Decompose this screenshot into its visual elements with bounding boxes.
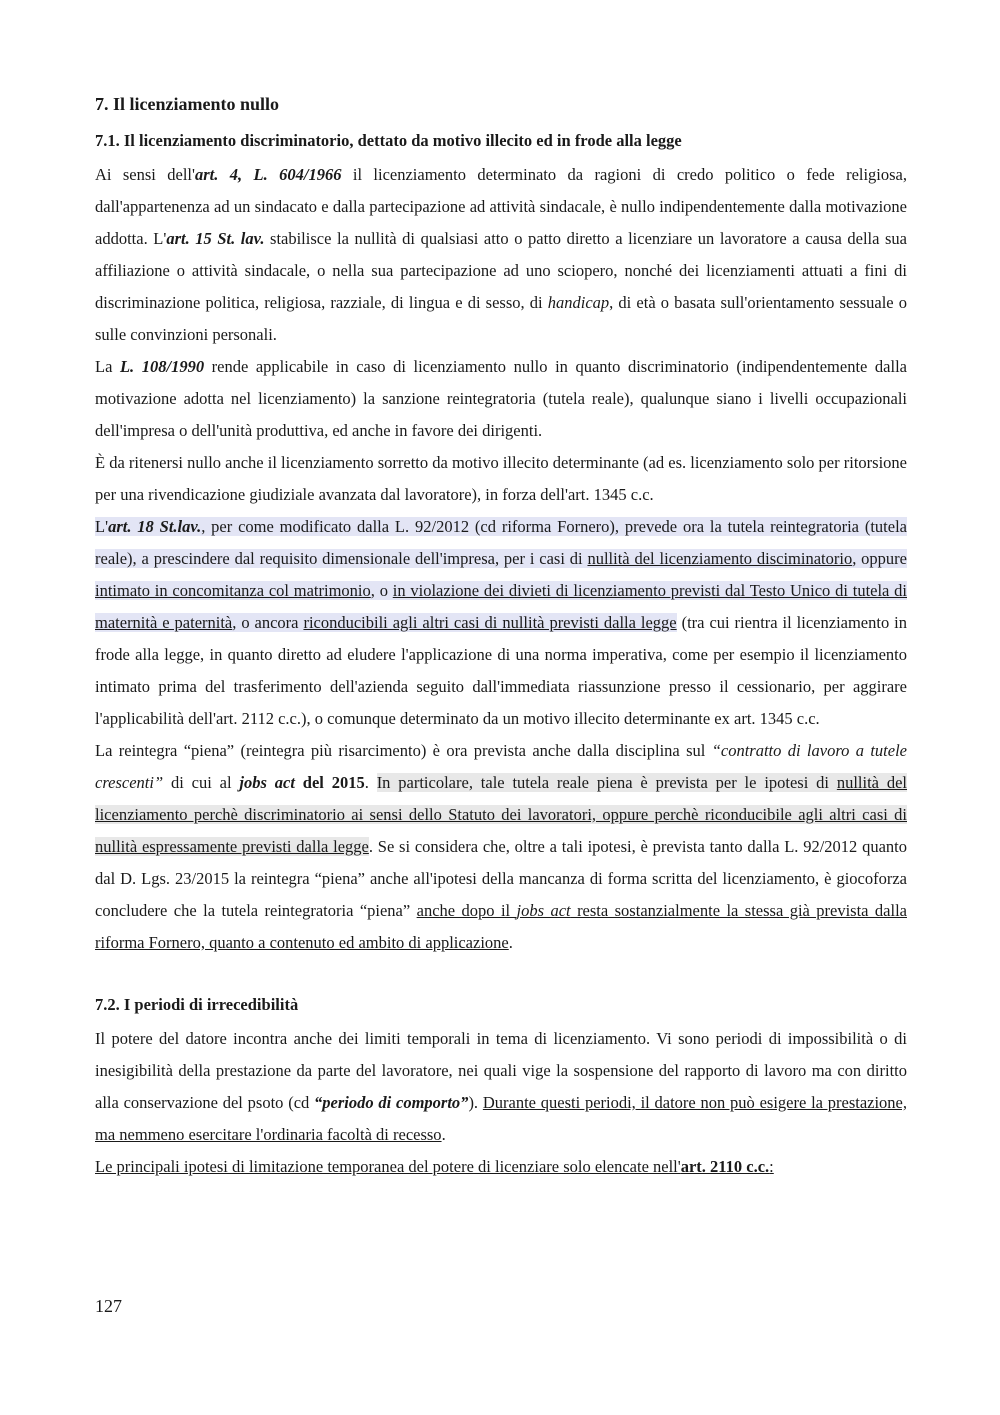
subsection-heading: 7.1. Il licenziamento discriminatorio, dettato da motivo illecito ed in frode alla legge — [95, 131, 682, 150]
underlined-text: Durante questi periodi, il datore non può esigere la prestazione, ma nemmeno esercitare l'ordinaria facoltà di recesso — [95, 1093, 908, 1144]
paragraph: Il potere del datore incontra anche dei limiti temporali in tema di licenziamento. Vi sono periodi di impossibilità o di inesigibilità della prestazione da parte del lavoratore, nei quali vige la sospensione del rapporto di lavoro ma con diritto alla conservazione del psoto (cd “periodo di comporto”). Durante questi periodi, il datore non può esigere la prestazione, ma nemmeno esercitare l'ordinaria facoltà di recesso. — [95, 1029, 908, 1144]
underlined-text: in violazione dei divieti di licenziamento previsti dal Testo Unico di tutela di maternità e paternità — [95, 581, 908, 632]
law-reference: art. 18 St.lav. — [108, 517, 202, 536]
paragraph — [95, 1151, 907, 1183]
subsection-heading: 7.2. I periodi di irrecedibilità — [95, 995, 299, 1014]
paragraph: La L. 108/1990 rende applicabile in caso di licenziamento nullo in quanto discriminatorio (indipendentemente dalla motivazione adotta nel licenziamento) la sanzione reintegratoria (tutela reale), qualunque siano i livelli occupazionali dell'impresa o dell'unità produttiva, ed anche in favore dei dirigenti. — [95, 357, 907, 440]
law-reference: art. 15 St. lav. — [166, 229, 265, 248]
page-number: 127 — [95, 1296, 122, 1316]
paragraph: La reintegra “piena” (reintegra più risarcimento) è ora prevista anche dalla disciplina sul “contratto di lavoro a tutele crescenti” di cui al jobs act del 2015. In particolare, tale tutela reale piena è prevista per le ipotesi di nullità del licenziamento perchè discriminatorio ai sensi dello Statuto dei lavoratori, oppure perchè riconducibile agli altri casi di nullità espressamente previsti dalla legge. Se si considera che, oltre a tali ipotesi, è prevista tanto dalla L. 92/2012 quanto dal D. Lgs. 23/2015 la reintegra “piena” anche all'ipotesi della mancanza di forma scritta del licenziamento, è giocoforza concludere che la tutela reintegratoria “piena” anche dopo il jobs act resta sostanzialmente la stessa già prevista dalla riforma Fornero, quanto a contenuto ed ambito di applicazione. — [95, 741, 908, 952]
underlined-text: nullità del licenziamento perchè discriminatorio ai sensi dello Statuto dei lavoratori, oppure perchè riconducibile agli altri casi di nullità espressamente previsti dalla legge — [95, 773, 908, 856]
law-reference: art. 2110 c.c. — [680, 1157, 770, 1176]
highlighted-text: L'art. 18 St.lav., per come modificato dalla L. 92/2012 (cd riforma Fornero), prevede ora la tutela reintegratoria (tutela reale), a prescindere dal requisito dimensionale dell'impresa, per i casi di nullità del licenziamento disciminatorio, oppure intimato in concomitanza col matrimonio, o in violazione dei divieti di licenziamento previsti dal Testo Unico di tutela di maternità e paternità, o ancora riconducibili agli altri casi di nullità previsti dalla legge — [95, 517, 908, 632]
law-reference: art. 4, L. 604/1966 — [195, 165, 342, 184]
underlined-text: intimato in concomitanza col matrimonio — [95, 581, 371, 600]
underlined-text: nullità del licenziamento disciminatorio — [587, 549, 853, 568]
law-reference: L. 108/1990 — [119, 357, 205, 376]
page-content — [95, 92, 907, 1183]
paragraph: Ai sensi dell'art. 4, L. 604/1966 il licenziamento determinato da ragioni di credo politico o fede religiosa, dall'appartenenza ad un sindacato e dalla partecipazione ad attività sindacale, è nullo indipendentemente dalla motivazione addotta. L'art. 15 St. lav. stabilisce la nullità di qualsiasi atto o patto diretto a licenziare un lavoratore a causa della sua affiliazione o attività sindacale, o nella sua partecipazione ad uno sciopero, nonché dei licenziamenti attuati a fini di discriminazione politica, religiosa, razziale, di lingua e di sesso, di handicap, di età o basata sull'orientamento sessuale o sulle convinzioni personali. — [95, 165, 908, 344]
section-heading: 7. Il licenziamento nullo — [95, 94, 279, 114]
highlighted-text: In particolare, tale tutela reale piena è prevista per le ipotesi di nullità del licenziamento perchè discriminatorio ai sensi dello Statuto dei lavoratori, oppure perchè riconducibile agli altri casi di nullità espressamente previsti dalla legge — [95, 773, 908, 856]
underlined-text: anche dopo il jobs act resta sostanzialmente la stessa già prevista dalla riforma Fornero, quanto a contenuto ed ambito di applicazione — [95, 901, 907, 952]
underlined-text: Le principali ipotesi di limitazione temporanea del potere di licenziare solo elencate nell'art. 2110 c.c.: — [95, 1157, 774, 1176]
underlined-text: riconducibili agli altri casi di nullità previsti dalla legge — [303, 613, 677, 632]
paragraph: È da ritenersi nullo anche il licenziamento sorretto da motivo illecito determinante (ad es. licenziamento solo per ritorsione per una rivendicazione giudiziale avanzata dal lavoratore), in forza dell'art. 1345 c.c. — [95, 453, 907, 504]
spacer — [95, 959, 907, 991]
paragraph: L'art. 18 St.lav., per come modificato dalla L. 92/2012 (cd riforma Fornero), prevede ora la tutela reintegratoria (tutela reale), a prescindere dal requisito dimensionale dell'impresa, per i casi di nullità del licenziamento disciminatorio, oppure intimato in concomitanza col matrimonio, o in violazione dei divieti di licenziamento previsti dal Testo Unico di tutela di maternità e paternità, o ancora riconducibili agli altri casi di nullità previsti dalla legge (tra cui rientra il licenziamento in frode alla legge, in quanto diretto ad eludere l'applicazione di una norma imperativa, come per esempio il licenziamento intimato prima del trasferimento dell'azienda seguito dall'immediata riassunzione presso il cessionario, per aggirare l'applicabilità dell'art. 2112 c.c.), o comunque determinato da un motivo illecito determinante ex art. 1345 c.c. — [95, 517, 908, 728]
